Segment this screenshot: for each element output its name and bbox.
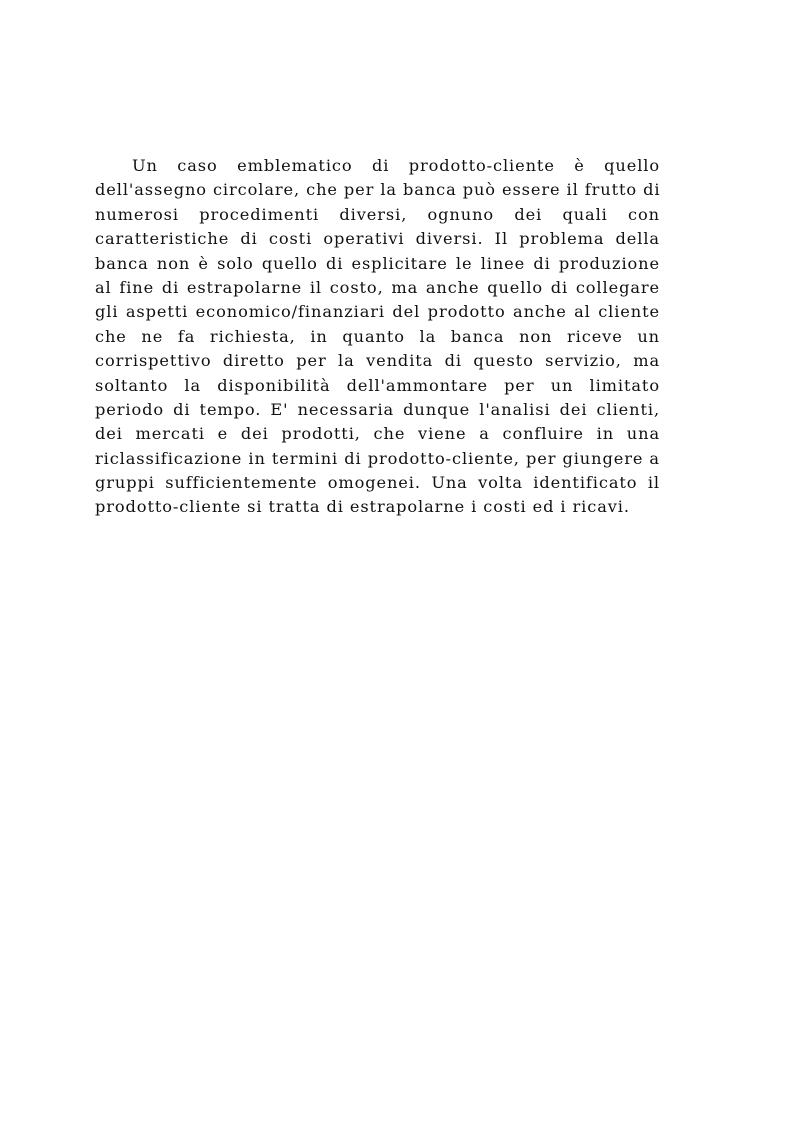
paragraph-line: corrispettivo diretto per la vendita di questo servizio, ma — [95, 351, 660, 371]
paragraph-line: gruppi sufficientemente omogenei. Una volta identificato il — [95, 473, 660, 493]
paragraph-line: caratteristiche di costi operativi diversi. Il problema della — [95, 229, 660, 249]
paragraph-line: dei mercati e dei prodotti, che viene a confluire in una — [95, 424, 660, 444]
paragraph-line: al fine di estrapolarne il costo, ma anche quello di collegare — [95, 277, 660, 297]
paragraph-line: periodo di tempo. E' necessaria dunque l'analisi dei clienti, — [95, 399, 660, 419]
paragraph-line: riclassificazione in termini di prodotto-cliente, per giungere a — [95, 448, 660, 468]
paragraph-line: Un caso emblematico di prodotto-cliente è quello — [132, 156, 660, 175]
paragraph-line: soltanto la disponibilità dell'ammontare per un limitato — [95, 375, 660, 395]
body-paragraph — [95, 154, 660, 520]
paragraph-line: prodotto-cliente si tratta di estrapolarne i costi ed i ricavi. — [95, 497, 630, 517]
paragraph-line: gli aspetti economico/finanziari del prodotto anche al cliente — [95, 302, 660, 322]
paragraph-line: che ne fa richiesta, in quanto la banca non riceve un — [95, 326, 660, 346]
paragraph-line: numerosi procedimenti diversi, ognuno dei quali con — [95, 204, 660, 224]
paragraph-line: banca non è solo quello di esplicitare le linee di produzione — [95, 253, 660, 273]
paragraph-line: dell'assegno circolare, che per la banca può essere il frutto di — [95, 180, 661, 200]
